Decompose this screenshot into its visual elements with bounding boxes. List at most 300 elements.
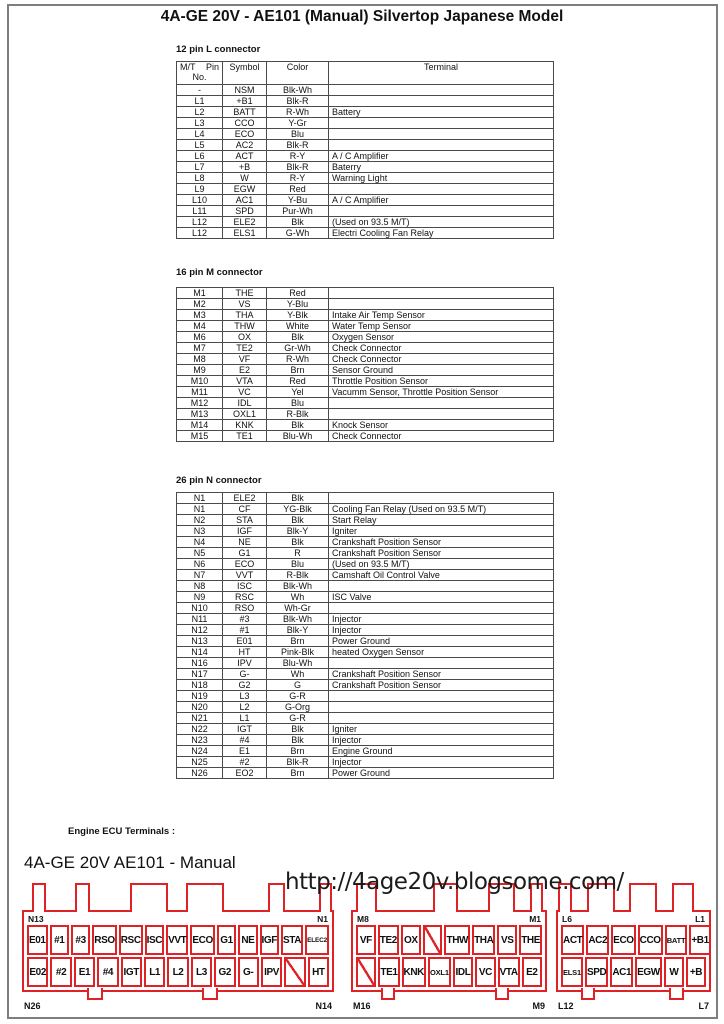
table-cell: STA (223, 515, 267, 526)
connector-cell-vs: VS (497, 925, 517, 955)
table-cell: CCO (223, 118, 267, 129)
connector-corner-label: L7 (698, 1001, 709, 1011)
table-row (177, 321, 554, 332)
table-cell: G-R (267, 691, 329, 702)
table-cell: L5 (177, 140, 223, 151)
table-cell: Check Connector (329, 431, 554, 442)
table-cell: TE2 (223, 343, 267, 354)
table-cell (329, 658, 554, 669)
connector-tab (672, 883, 694, 912)
connector-notch (581, 988, 595, 1000)
table-cell: Sensor Ground (329, 365, 554, 376)
table-cell: Brn (267, 746, 329, 757)
page-title: 4A-GE 20V - AE101 (Manual) Silvertop Japanese Model (160, 8, 564, 25)
table-row (177, 559, 554, 570)
table-row (177, 129, 554, 140)
table-body (177, 493, 554, 779)
table-cell: Blk (267, 493, 329, 504)
connector-corner-label: N1 (317, 914, 328, 924)
table-cell: E01 (223, 636, 267, 647)
table-cell: Blk (267, 537, 329, 548)
table-cell: Injector (329, 625, 554, 636)
table-cell: Red (267, 288, 329, 299)
table-cell: Engine Ground (329, 746, 554, 757)
table-cell: THW (223, 321, 267, 332)
connector-cell-els1: ELS1 (561, 957, 583, 987)
table-row (177, 217, 554, 228)
ecu-connector-l (556, 880, 711, 1016)
table-cell: Water Temp Sensor (329, 321, 554, 332)
table-cell: G-Wh (267, 228, 329, 239)
table-cell (329, 85, 554, 96)
table-row (177, 365, 554, 376)
connector-row-bottom (27, 957, 329, 987)
table-cell: N14 (177, 647, 223, 658)
table-row (177, 680, 554, 691)
table-cell (329, 129, 554, 140)
table-row (177, 151, 554, 162)
table-cell: L10 (177, 195, 223, 206)
table-cell: Oxygen Sensor (329, 332, 554, 343)
connector-cell-#2: #2 (50, 957, 71, 987)
table-cell: +B (223, 162, 267, 173)
table-row (177, 570, 554, 581)
connector-cell-ht: HT (308, 957, 329, 987)
table-cell: Knock Sensor (329, 420, 554, 431)
table-cell: NE (223, 537, 267, 548)
table-cell: EGW (223, 184, 267, 195)
pin-table-n-connector (176, 492, 554, 779)
table-cell: Brn (267, 768, 329, 779)
table-cell: (Used on 93.5 M/T) (329, 217, 554, 228)
pin-table-m-connector (176, 287, 554, 442)
table-cell: TE1 (223, 431, 267, 442)
table-cell: IGF (223, 526, 267, 537)
table-cell: Blk-R (267, 140, 329, 151)
header-pin: Pin (205, 62, 219, 72)
connector-cell-rsc: RSC (119, 925, 143, 955)
table-cell: Red (267, 376, 329, 387)
table-cell: Camshaft Oil Control Valve (329, 570, 554, 581)
table-cell (329, 118, 554, 129)
table-cell: - (177, 85, 223, 96)
table-row (177, 332, 554, 343)
table-row (177, 603, 554, 614)
connector-cell-e01: E01 (27, 925, 48, 955)
table-cell: +B1 (223, 96, 267, 107)
table-row (177, 537, 554, 548)
table-cell: ECO (223, 559, 267, 570)
table-header-row (177, 62, 554, 85)
connector-cell-isc: ISC (145, 925, 164, 955)
connector-cell-ac2: AC2 (586, 925, 609, 955)
connector-cell-vvt: VVT (166, 925, 188, 955)
table-cell: N13 (177, 636, 223, 647)
table-body (177, 288, 554, 442)
table-cell: Wh (267, 669, 329, 680)
table-cell: G2 (223, 680, 267, 691)
table-row (177, 343, 554, 354)
connector-cell-elec2: ELEC2 (305, 925, 329, 955)
connector-cell-tha: THA (472, 925, 495, 955)
table-cell: N2 (177, 515, 223, 526)
table-cell (329, 299, 554, 310)
connector-cell-te2: TE2 (378, 925, 399, 955)
table-cell: N1 (177, 493, 223, 504)
connector-cell-igf: IGF (260, 925, 279, 955)
connector-notch (87, 988, 103, 1000)
table-cell (329, 398, 554, 409)
header-pin-no (177, 62, 223, 85)
table-row (177, 768, 554, 779)
table-cell: M2 (177, 299, 223, 310)
table-cell: L7 (177, 162, 223, 173)
table-cell (329, 184, 554, 195)
table-cell: VTA (223, 376, 267, 387)
header-pin-line2: No. (192, 72, 207, 82)
table-cell: NSM (223, 85, 267, 96)
table-row (177, 757, 554, 768)
table-body (177, 85, 554, 239)
connector-cell-sta: STA (281, 925, 303, 955)
table-cell: N4 (177, 537, 223, 548)
connector-cell-+b1: +B1 (689, 925, 710, 955)
table-cell: ISC Valve (329, 592, 554, 603)
table-cell: Pink-Blk (267, 647, 329, 658)
table-cell: HT (223, 647, 267, 658)
table-cell: A / C Amplifier (329, 195, 554, 206)
table-cell: R-Blk (267, 409, 329, 420)
connector-cell-ox: OX (401, 925, 421, 955)
table-cell (329, 702, 554, 713)
table-row (177, 724, 554, 735)
section-label-26pin-n: 26 pin N connector (176, 475, 262, 486)
table-cell: M11 (177, 387, 223, 398)
table-row (177, 107, 554, 118)
table-row (177, 515, 554, 526)
table-row (177, 614, 554, 625)
header-color: Color (267, 62, 329, 85)
table-cell: Power Ground (329, 636, 554, 647)
table-cell: ACT (223, 151, 267, 162)
table-row (177, 746, 554, 757)
table-row (177, 96, 554, 107)
connector-cell-act: ACT (561, 925, 584, 955)
connector-cell-egw: EGW (635, 957, 662, 987)
table-cell: AC1 (223, 195, 267, 206)
table-cell: Blk (267, 332, 329, 343)
table-cell: Igniter (329, 526, 554, 537)
table-cell: N5 (177, 548, 223, 559)
table-cell: L4 (177, 129, 223, 140)
table-cell: L2 (177, 107, 223, 118)
ecu-connector-n (22, 880, 334, 1016)
table-cell: Injector (329, 614, 554, 625)
table-cell: M6 (177, 332, 223, 343)
connector-body (22, 910, 334, 992)
table-cell: ELE2 (223, 493, 267, 504)
connector-cell-#3: #3 (71, 925, 90, 955)
table-row (177, 647, 554, 658)
connector-cell-ipv: IPV (261, 957, 282, 987)
table-cell: Check Connector (329, 354, 554, 365)
table-cell: Blk-Wh (267, 614, 329, 625)
connector-cell-the: THE (519, 925, 542, 955)
table-cell: Cooling Fan Relay (Used on 93.5 M/T) (329, 504, 554, 515)
table-row (177, 310, 554, 321)
section-label-16pin-m: 16 pin M connector (176, 267, 263, 278)
table-cell: Wh (267, 592, 329, 603)
connector-cell-g2: G2 (214, 957, 235, 987)
table-row (177, 702, 554, 713)
table-cell: BATT (223, 107, 267, 118)
table-cell: Red (267, 184, 329, 195)
header-pin-line1 (179, 62, 220, 72)
table-cell: L8 (177, 173, 223, 184)
table-cell: Blk-Wh (267, 581, 329, 592)
table-cell: Warning Light (329, 173, 554, 184)
connector-tab (268, 883, 285, 912)
connector-cell-eco: ECO (611, 925, 635, 955)
table-cell (329, 691, 554, 702)
connector-cell-g-: G- (238, 957, 259, 987)
table-cell: N3 (177, 526, 223, 537)
connector-cell-l3: L3 (191, 957, 212, 987)
table-cell: Yel (267, 387, 329, 398)
table-cell (329, 581, 554, 592)
table-cell: Gr-Wh (267, 343, 329, 354)
table-cell: SPD (223, 206, 267, 217)
table-cell: M12 (177, 398, 223, 409)
table-cell (329, 409, 554, 420)
table-cell: RSC (223, 592, 267, 603)
table-row (177, 195, 554, 206)
table-cell: Blk (267, 724, 329, 735)
connector-body (351, 910, 547, 992)
connector-row-bottom (561, 957, 706, 987)
table-cell: M8 (177, 354, 223, 365)
connector-tab (186, 883, 224, 912)
table-cell: N20 (177, 702, 223, 713)
table-cell: L12 (177, 217, 223, 228)
connector-corner-label: M1 (529, 914, 541, 924)
table-cell: KNK (223, 420, 267, 431)
section-label-12pin-l: 12 pin L connector (176, 44, 261, 55)
table-cell: Brn (267, 636, 329, 647)
table-cell: RSO (223, 603, 267, 614)
table-cell: Blk (267, 420, 329, 431)
table-cell: G-R (267, 713, 329, 724)
table-cell: L11 (177, 206, 223, 217)
table-cell: G1 (223, 548, 267, 559)
table-cell: E1 (223, 746, 267, 757)
table-cell: ELS1 (223, 228, 267, 239)
table-row (177, 387, 554, 398)
table-cell: N25 (177, 757, 223, 768)
table-cell: M10 (177, 376, 223, 387)
table-cell: N6 (177, 559, 223, 570)
table-cell (329, 713, 554, 724)
table-cell: M7 (177, 343, 223, 354)
table-cell: N12 (177, 625, 223, 636)
table-cell: Crankshaft Position Sensor (329, 680, 554, 691)
table-cell: N7 (177, 570, 223, 581)
table-cell: Y-Blk (267, 310, 329, 321)
table-cell: heated Oxygen Sensor (329, 647, 554, 658)
table-cell: M9 (177, 365, 223, 376)
connector-cell-vta: VTA (498, 957, 520, 987)
table-cell: Injector (329, 757, 554, 768)
table-cell: N21 (177, 713, 223, 724)
connector-cell-e2: E2 (522, 957, 542, 987)
table-cell: Blk-Wh (267, 85, 329, 96)
table-cell: N17 (177, 669, 223, 680)
table-cell: VF (223, 354, 267, 365)
table-cell: Blk-R (267, 757, 329, 768)
table-cell: YG-Blk (267, 504, 329, 515)
table-cell (329, 206, 554, 217)
table-cell: L6 (177, 151, 223, 162)
connector-corner-label: M9 (532, 1001, 545, 1011)
ecu-connector-m (351, 880, 547, 1016)
connector-corner-label: L12 (558, 1001, 574, 1011)
table-cell: VS (223, 299, 267, 310)
table-cell: L1 (223, 713, 267, 724)
table-cell: N23 (177, 735, 223, 746)
table-cell: N8 (177, 581, 223, 592)
connector-corner-label: L1 (695, 914, 705, 924)
connector-row-top (27, 925, 329, 955)
connector-cell-g1: G1 (217, 925, 236, 955)
table-row (177, 299, 554, 310)
table-row (177, 140, 554, 151)
connector-cell-l2: L2 (167, 957, 188, 987)
table-row (177, 420, 554, 431)
table-cell: EO2 (223, 768, 267, 779)
table-cell: Blu-Wh (267, 658, 329, 669)
table-cell: M13 (177, 409, 223, 420)
table-cell: R-Wh (267, 107, 329, 118)
table-cell: L2 (223, 702, 267, 713)
table-cell: Crankshaft Position Sensor (329, 548, 554, 559)
connector-cell-blocked (284, 957, 305, 987)
table-cell: L1 (177, 96, 223, 107)
table-cell: White (267, 321, 329, 332)
table-cell: N11 (177, 614, 223, 625)
table-row (177, 735, 554, 746)
table-cell: ECO (223, 129, 267, 140)
table-cell: N24 (177, 746, 223, 757)
table-row (177, 206, 554, 217)
table-cell: Blk-R (267, 162, 329, 173)
connector-corner-label: N26 (24, 1001, 41, 1011)
table-cell: Baterry (329, 162, 554, 173)
table-cell: Crankshaft Position Sensor (329, 537, 554, 548)
connector-cell-igt: IGT (121, 957, 142, 987)
table-cell: VVT (223, 570, 267, 581)
table-row (177, 526, 554, 537)
table-cell: N16 (177, 658, 223, 669)
connector-cell-oxl1: OXL1 (428, 957, 451, 987)
table-cell: Blu (267, 129, 329, 140)
table-row (177, 636, 554, 647)
table-cell: M3 (177, 310, 223, 321)
table-cell: Blk (267, 735, 329, 746)
table-cell: N10 (177, 603, 223, 614)
table-cell: R-Wh (267, 354, 329, 365)
table-cell: (Used on 93.5 M/T) (329, 559, 554, 570)
connector-tab (130, 883, 168, 912)
table-cell: Y-Gr (267, 118, 329, 129)
table-row (177, 376, 554, 387)
connector-cell-vf: VF (356, 925, 376, 955)
connector-notch (669, 988, 684, 1000)
connector-corner-label: L6 (562, 914, 572, 924)
connector-tab (75, 883, 90, 912)
table-cell: Check Connector (329, 343, 554, 354)
table-row (177, 173, 554, 184)
table-row (177, 658, 554, 669)
table-cell: R-Blk (267, 570, 329, 581)
table-cell: Blu (267, 398, 329, 409)
connector-corner-label: M8 (357, 914, 369, 924)
connector-cell-batt: BATT (665, 925, 688, 955)
table-cell: G-Org (267, 702, 329, 713)
table-cell: Igniter (329, 724, 554, 735)
table-cell: N1 (177, 504, 223, 515)
table-cell: IPV (223, 658, 267, 669)
connector-corner-label: N14 (315, 1001, 332, 1011)
table-row (177, 354, 554, 365)
connector-row-top (561, 925, 709, 955)
header-symbol: Symbol (223, 62, 267, 85)
connector-cell-e02: E02 (27, 957, 48, 987)
table-cell: #2 (223, 757, 267, 768)
table-cell: N18 (177, 680, 223, 691)
table-cell: Blk-Y (267, 526, 329, 537)
table-cell: Blk-Y (267, 625, 329, 636)
table-cell: THA (223, 310, 267, 321)
table-row (177, 625, 554, 636)
connector-corner-label: M16 (353, 1001, 371, 1011)
connector-cell-eco: ECO (190, 925, 214, 955)
connector-cell-w: W (664, 957, 684, 987)
ecu-terminals-label: Engine ECU Terminals : (68, 826, 175, 837)
connector-row-top (356, 925, 542, 955)
table-cell: Blk-R (267, 96, 329, 107)
table-cell: E2 (223, 365, 267, 376)
connector-cell-spd: SPD (585, 957, 608, 987)
connector-notch (202, 988, 218, 1000)
table-cell: Start Relay (329, 515, 554, 526)
table-cell: M1 (177, 288, 223, 299)
table-cell: M4 (177, 321, 223, 332)
connector-cell-ne: NE (238, 925, 257, 955)
table-row (177, 431, 554, 442)
connector-cell-vc: VC (475, 957, 495, 987)
table-cell: L9 (177, 184, 223, 195)
table-cell: L3 (177, 118, 223, 129)
table-cell: Blu-Wh (267, 431, 329, 442)
table-cell: Blk (267, 217, 329, 228)
table-row (177, 398, 554, 409)
table-row (177, 548, 554, 559)
connector-cell-rso: RSO (92, 925, 116, 955)
table-row (177, 504, 554, 515)
table-cell (329, 603, 554, 614)
header-mt: M/T (180, 62, 196, 72)
table-cell: A / C Amplifier (329, 151, 554, 162)
